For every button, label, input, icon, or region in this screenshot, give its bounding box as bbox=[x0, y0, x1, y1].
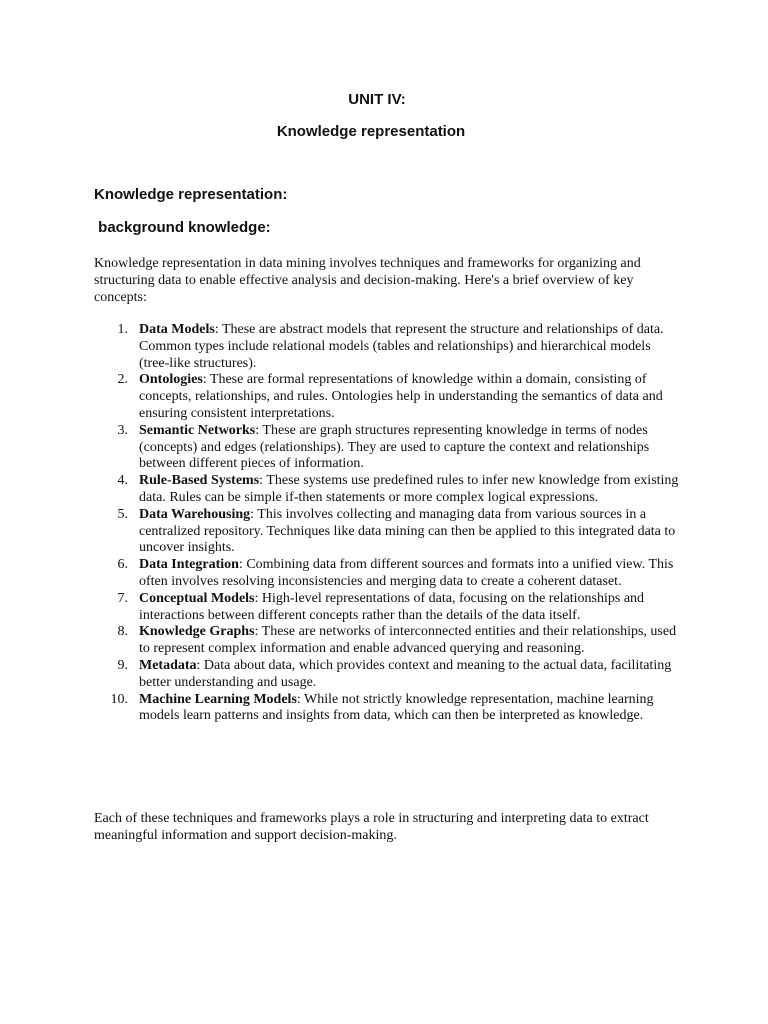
list-item-term: Machine Learning Models bbox=[139, 691, 297, 707]
list-item-description: : Data about data, which provides context and meaning to the actual data, facilitating better understanding and usage. bbox=[139, 657, 672, 690]
concepts-list bbox=[94, 322, 684, 725]
list-item-description: : These are graph structures representing knowledge in terms of nodes (concepts) and edges (relationships). They are used to capture the context and relationships between different pieces of information. bbox=[139, 422, 650, 472]
list-item bbox=[94, 692, 684, 726]
list-item-number: 7. bbox=[117, 590, 128, 606]
list-item-description: : High-level representations of data, focusing on the relationships and interactions between different concepts rather than the details of the data itself. bbox=[139, 590, 645, 623]
list-item bbox=[94, 473, 684, 507]
list-item bbox=[94, 624, 684, 658]
list-item-number: 1. bbox=[117, 322, 128, 337]
list-item-description: : These are networks of interconnected entities and their relationships, used to represent complex information and enable advanced querying and reasoning. bbox=[139, 624, 677, 657]
list-item-term: Data Warehousing bbox=[139, 506, 251, 522]
list-item bbox=[94, 658, 684, 692]
list-item bbox=[94, 591, 684, 625]
unit-title: UNIT IV: bbox=[348, 91, 406, 108]
list-item bbox=[94, 507, 684, 557]
document-title: Knowledge representation bbox=[276, 123, 466, 140]
list-item-description: : These are abstract models that represent the structure and relationships of data. Common types include relational models (tables and relationships) and hierarchical models (tree-like structures). bbox=[139, 322, 664, 371]
sub-heading: background knowledge: bbox=[94, 219, 271, 236]
list-item-term: Semantic Networks bbox=[139, 422, 256, 438]
list-item-number: 4. bbox=[117, 473, 128, 489]
intro-paragraph: Knowledge representation in data mining involves techniques and frameworks for organizing and structuring data to enable effective analysis and decision-making. Here's a brief overview of key concepts: bbox=[94, 256, 641, 305]
list-item-description: : These are formal representations of knowledge within a domain, consisting of concepts, relationships, and rules. Ontologies help in understanding the semantics of data and ensuring consistent interpretations. bbox=[139, 372, 663, 421]
list-item-term: Metadata bbox=[139, 657, 197, 673]
list-item-description: : These systems use predefined rules to infer new knowledge from existing data. Rules can be simple if-then statements or more complex logical expressions. bbox=[139, 473, 679, 505]
list-item-number: 2. bbox=[117, 372, 128, 388]
list-item-number: 5. bbox=[117, 506, 128, 522]
list-item-number: 9. bbox=[117, 657, 128, 673]
list-item-number: 8. bbox=[117, 624, 128, 640]
list-item-term: Knowledge Graphs bbox=[139, 624, 255, 640]
closing-paragraph: Each of these techniques and frameworks plays a role in structuring and interpreting data to extract meaningful information and support decision-making. bbox=[94, 811, 649, 843]
list-item-description: : This involves collecting and managing data from various sources in a centralized repository. Techniques like data mining can then be applied to this integrated data to uncover insights. bbox=[139, 506, 676, 556]
list-item-term: Rule-Based Systems bbox=[139, 473, 260, 489]
list-item-number: 3. bbox=[117, 422, 128, 438]
list-item bbox=[94, 322, 684, 372]
list-item-number: 6. bbox=[117, 557, 128, 573]
list-item-description: : Combining data from different sources and formats into a unified view. This often involves resolving inconsistencies and merging data to create a coherent dataset. bbox=[139, 557, 674, 589]
list-item-number: 10. bbox=[110, 691, 128, 707]
section-heading: Knowledge representation: bbox=[94, 186, 288, 203]
list-item bbox=[94, 557, 684, 591]
list-item-term: Data Integration bbox=[139, 557, 239, 573]
list-item-term: Conceptual Models bbox=[139, 590, 255, 606]
list-item-description: : While not strictly knowledge representation, machine learning models learn patterns and insights from data, which can then be interpreted as knowledge. bbox=[139, 691, 654, 724]
list-item-term: Ontologies bbox=[139, 372, 203, 388]
list-item bbox=[94, 423, 684, 473]
list-item bbox=[94, 372, 684, 422]
list-item-term: Data Models bbox=[139, 322, 215, 337]
